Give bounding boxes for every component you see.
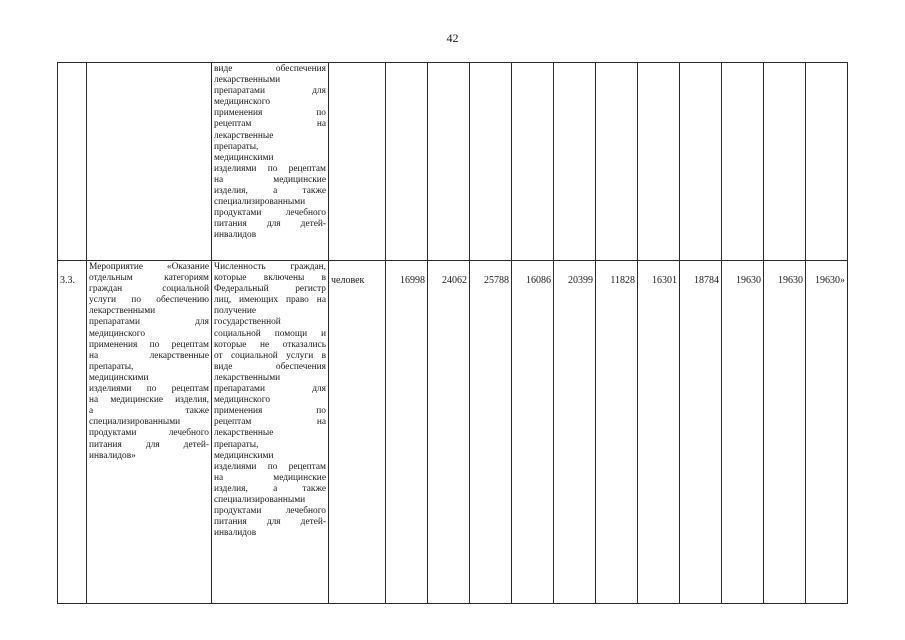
cell-value: 19630 bbox=[722, 261, 764, 604]
text-line: применения по bbox=[214, 406, 326, 417]
text-line: на медицинские изделия, bbox=[89, 395, 209, 406]
cell-value-empty bbox=[806, 63, 848, 261]
cell-value: 19630 bbox=[764, 261, 806, 604]
cell-value-empty bbox=[386, 63, 428, 261]
text-line: а также bbox=[89, 406, 209, 417]
cell-value-empty bbox=[722, 63, 764, 261]
cell-value-empty bbox=[764, 63, 806, 261]
text-line: продуктами лечебного bbox=[214, 208, 326, 219]
cell-value-empty bbox=[470, 63, 512, 261]
text-line: медицинскими bbox=[89, 372, 149, 383]
text-line: лекарственными bbox=[89, 306, 156, 317]
cell-value-empty bbox=[638, 63, 680, 261]
cell-value-empty bbox=[512, 63, 554, 261]
table-row-3-3 bbox=[58, 261, 848, 604]
page-number: 42 bbox=[446, 31, 459, 45]
text-line: Численность граждан, bbox=[214, 262, 326, 272]
text-line: виде обеспечения bbox=[214, 64, 326, 74]
text-line: питания для детей- bbox=[214, 517, 326, 528]
cell-value: 16086 bbox=[512, 261, 554, 604]
text-line: изделиями по рецептам bbox=[214, 163, 326, 174]
text-line: инвалидов bbox=[214, 528, 257, 539]
indicator-text-continued bbox=[214, 64, 326, 242]
text-line: социальной помощи и bbox=[214, 328, 326, 339]
cell-value: 24062 bbox=[428, 261, 470, 604]
text-line: инвалидов bbox=[214, 230, 257, 241]
text-line: применения по рецептам bbox=[89, 339, 209, 350]
indicator-text bbox=[214, 262, 326, 539]
text-line: от социальной услуги в bbox=[214, 350, 326, 361]
text-line: применения по bbox=[214, 108, 326, 119]
text-line: получение bbox=[214, 306, 257, 317]
text-line: специализированными bbox=[214, 494, 306, 505]
text-line: инвалидов» bbox=[89, 450, 136, 461]
text-line: которые включены в bbox=[214, 273, 326, 284]
text-line: лиц, имеющих право на bbox=[214, 295, 326, 306]
text-line: препаратами для bbox=[214, 86, 326, 97]
cell-value-empty bbox=[596, 63, 638, 261]
table-row-continued bbox=[58, 63, 848, 261]
cell-indicator bbox=[212, 261, 329, 604]
text-line: препараты, bbox=[214, 439, 259, 450]
text-line: Федеральный регистр bbox=[214, 284, 326, 295]
text-line: медицинского bbox=[214, 395, 271, 406]
text-line: рецептам на bbox=[214, 417, 326, 428]
text-line: медицинскими bbox=[214, 152, 274, 163]
cell-value: 16998 bbox=[386, 261, 428, 604]
cell-value: 19630» bbox=[806, 261, 848, 604]
text-line: продуктами лечебного bbox=[214, 506, 326, 517]
cell-value: 25788 bbox=[470, 261, 512, 604]
text-line: препаратами для bbox=[214, 384, 326, 395]
text-line: отдельным категориям bbox=[89, 273, 209, 284]
text-line: на лекарственные bbox=[89, 350, 209, 361]
text-line: лекарственные bbox=[214, 130, 274, 141]
text-line: изделия, а также bbox=[214, 186, 326, 197]
cell-indicator-continued bbox=[212, 63, 329, 261]
cell-index-empty bbox=[58, 63, 87, 261]
event-text bbox=[89, 262, 209, 462]
cell-value: 18784 bbox=[680, 261, 722, 604]
cell-value: 20399 bbox=[554, 261, 596, 604]
text-line: лекарственными bbox=[214, 372, 281, 383]
cell-event bbox=[87, 261, 212, 604]
text-line: питания для детей- bbox=[89, 439, 209, 450]
cell-value-empty bbox=[428, 63, 470, 261]
text-line: на медицинские bbox=[214, 174, 326, 185]
text-line: препараты, bbox=[214, 141, 259, 152]
text-line: лекарственными bbox=[214, 75, 281, 86]
indicators-table bbox=[57, 62, 848, 604]
text-line: граждан социальной bbox=[89, 284, 209, 295]
cell-value-empty bbox=[680, 63, 722, 261]
cell-event-empty bbox=[87, 63, 212, 261]
text-line: препараты, bbox=[89, 361, 134, 372]
text-line: на медицинские bbox=[214, 472, 326, 483]
cell-value-empty bbox=[554, 63, 596, 261]
text-line: Мероприятие «Оказание bbox=[89, 262, 209, 272]
text-line: специализированными bbox=[89, 417, 181, 428]
cell-value: 16301 bbox=[638, 261, 680, 604]
cell-unit: человек bbox=[329, 261, 386, 604]
cell-unit-empty bbox=[329, 63, 386, 261]
text-line: изделия, а также bbox=[214, 483, 326, 494]
text-line: изделиями по рецептам bbox=[214, 461, 326, 472]
text-line: государственной bbox=[214, 317, 281, 328]
text-line: виде обеспечения bbox=[214, 361, 326, 372]
text-line: продуктами лечебного bbox=[89, 428, 209, 439]
text-line: питания для детей- bbox=[214, 219, 326, 230]
text-line: медицинского bbox=[89, 328, 146, 339]
text-line: лекарственные bbox=[214, 428, 274, 439]
text-line: рецептам на bbox=[214, 119, 326, 130]
text-line: специализированными bbox=[214, 197, 306, 208]
cell-value: 11828 bbox=[596, 261, 638, 604]
cell-index: 3.3. bbox=[58, 261, 87, 604]
text-line: услуги по обеспечению bbox=[89, 295, 209, 306]
text-line: препаратами для bbox=[89, 317, 209, 328]
text-line: которые не отказались bbox=[214, 339, 326, 350]
text-line: медицинского bbox=[214, 97, 271, 108]
text-line: медицинскими bbox=[214, 450, 274, 461]
text-line: изделиями по рецептам bbox=[89, 384, 209, 395]
